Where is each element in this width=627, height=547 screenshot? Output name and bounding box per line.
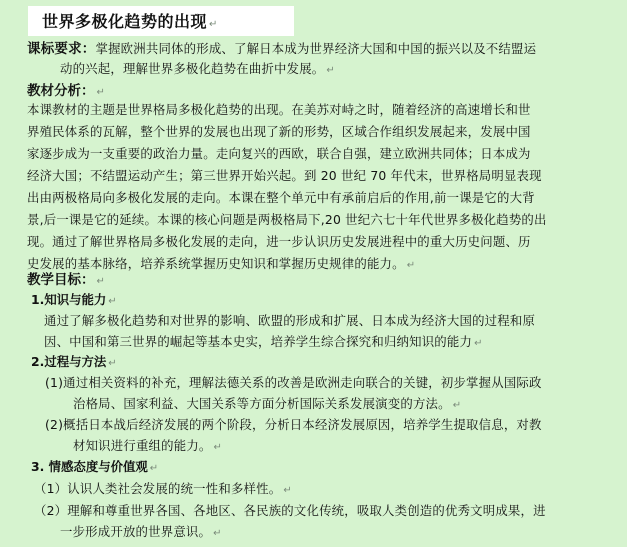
process-heading: 2.过程与方法 ↵ — [31, 354, 117, 369]
process-item-1-line: (1)通过相关资料的补充，理解法德关系的改善是欧洲走向联合的关键，初步掌握从国际政 — [45, 375, 542, 390]
emotion-item-2-line: （2）理解和尊重世界各国、各地区、各民族的文化传统，吸取人类创造的优秀文明成果，进 — [34, 503, 546, 518]
analysis-line: 界殖民体系的瓦解，整个世界的发展也出现了新的形势，区域合作组织发展起来，发展中国 — [27, 124, 531, 139]
curriculum-label: 课标要求： — [27, 41, 96, 57]
analysis-line: 现。通过了解世界格局多极化发展的走向，进一步认识历史发展进程中的重大历史问题、历 — [27, 234, 531, 249]
analysis-line: 家逐步成为一支重要的政治力量。走向复兴的西欧，联合自强，建立欧洲共同体；日本成为 — [27, 146, 531, 161]
knowledge-line: 通过了解多极化趋势和对世界的影响、欧盟的形成和扩展、日本成为经济大国的过程和原 — [44, 313, 536, 328]
process-item-1-line-last: 治格局、国家利益、大国关系等方面分析国际关系发展演变的方法。 ↵ — [73, 396, 462, 411]
analysis-line: 景,后一课是它的延续。本课的核心问题是两极格局下,20 世纪六七十年代世界多极化趋势的出 — [27, 212, 547, 227]
document-title — [42, 9, 218, 32]
knowledge-line-last: 因、中国和第三世界的崛起等基本史实，培养学生综合探究和归纳知识的能力 ↵ — [44, 334, 483, 349]
analysis-line: 出由两极格局向多极化发展的走向。本课在整个单元中有承前启后的作用,前一课是它的大背 — [27, 190, 535, 205]
emotion-heading: 3. 情感态度与价值观 ↵ — [31, 459, 159, 474]
emotion-item-2-line-last: 一步形成开放的世界意识。 ↵ — [60, 524, 222, 539]
analysis-line: 本课教材的主题是世界格局多极化趋势的出现。在美苏对峙之时，随着经济的高速增长和世 — [27, 102, 531, 117]
curriculum-line-1: 课标要求：掌握欧洲共同体的形成、了解日本成为世界经济大国和中国的振兴以及不结盟运 — [27, 41, 537, 57]
title-text: 世界多极化趋势的出现 — [42, 12, 208, 31]
process-item-2-line-last: 材知识进行重组的能力。 ↵ — [73, 438, 223, 453]
analysis-heading: 教材分析： ↵ — [27, 83, 105, 99]
emotion-item-1: （1）认识人类社会发展的统一性和多样性。 ↵ — [34, 481, 292, 496]
analysis-line: 经济大国；不结盟运动产生；第三世界开始兴起。到 20 世纪 70 年代末，世界格局明显表现 — [27, 168, 542, 183]
analysis-line-last: 史发展的基本脉络，培养系统掌握历史知识和掌握历史规律的能力。 ↵ — [27, 256, 416, 271]
process-item-2-line: (2)概括日本战后经济发展的两个阶段，分析日本经济发展原因，培养学生提取信息，对教 — [45, 417, 542, 432]
curriculum-line-2: 动的兴起，理解世界多极化趋势在曲折中发展。 ↵ — [60, 61, 335, 76]
knowledge-heading: 1.知识与能力 ↵ — [31, 292, 117, 307]
goals-heading: 教学目标： ↵ — [27, 272, 105, 288]
paragraph-mark-icon: ↵ — [209, 19, 218, 30]
